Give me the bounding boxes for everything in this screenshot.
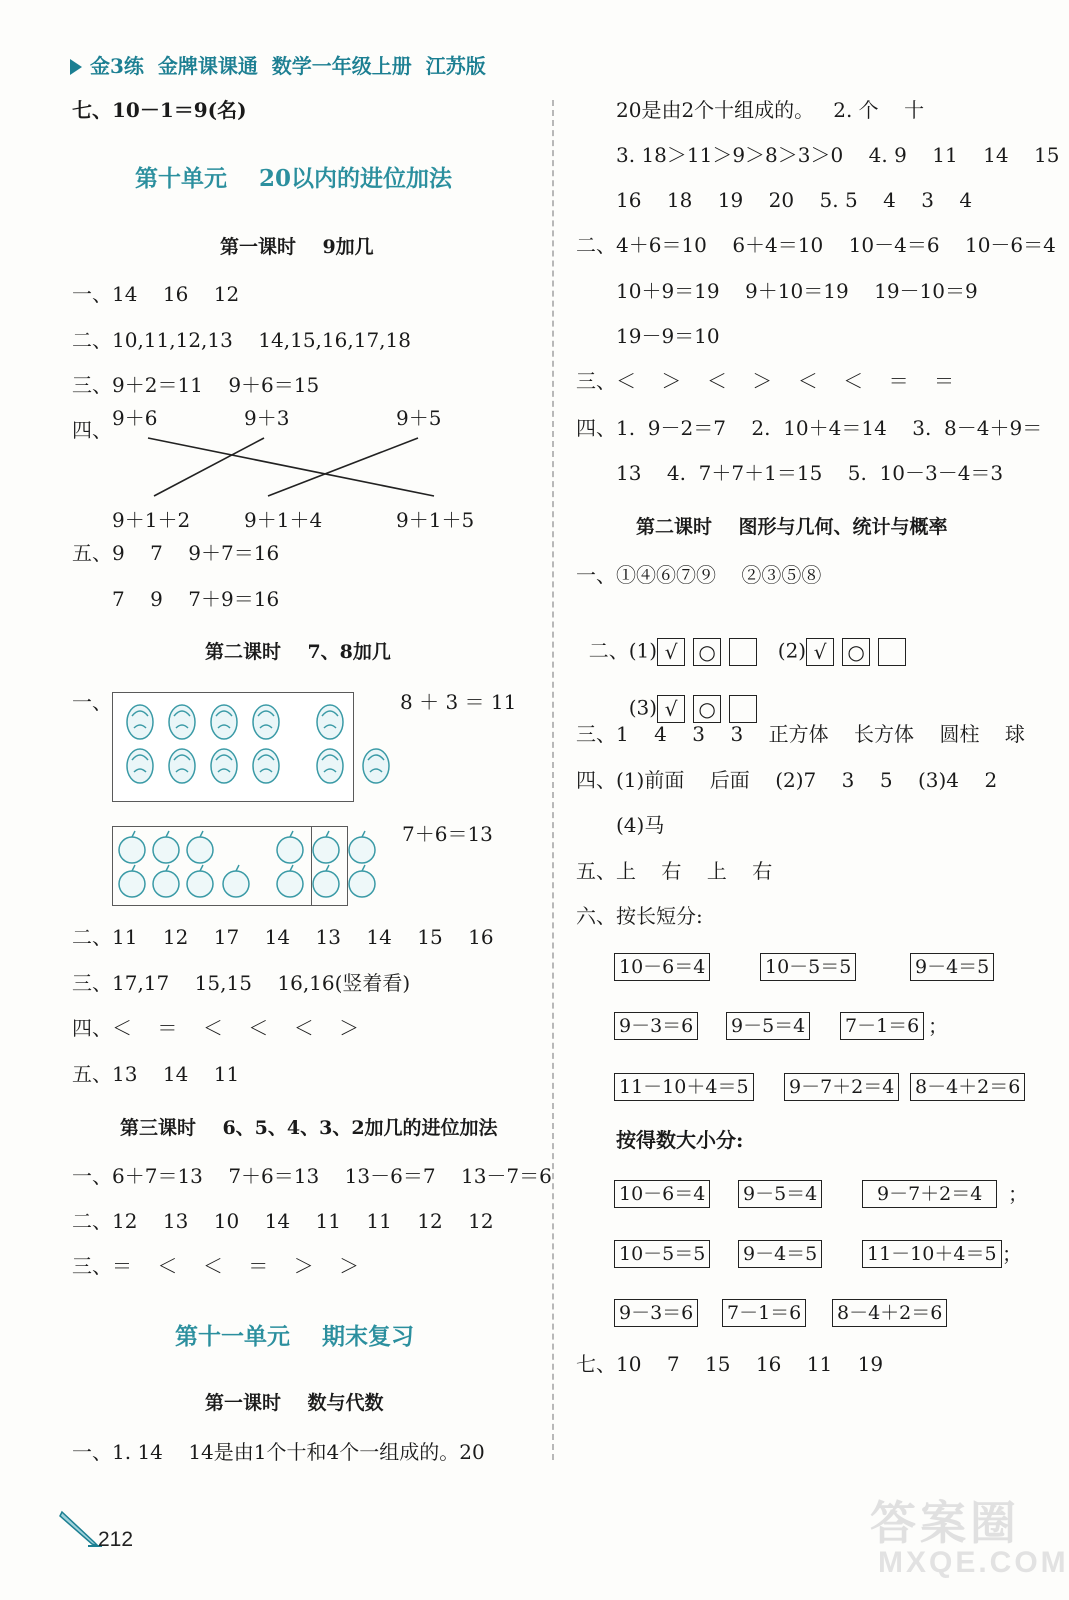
- cabbage-icon: [211, 749, 237, 783]
- geometry-q6: 六、按长短分:: [576, 904, 703, 928]
- lesson3-title: 第三课时 6、5、4、3、2加几的进位加法: [120, 1117, 498, 1139]
- value-box: 9－7＋2＝4: [862, 1180, 997, 1208]
- lesson3-q2: 二、12 13 10 14 11 11 12 12: [72, 1209, 494, 1233]
- right-line-9: 13 4. 7＋7＋1＝15 5. 10－3－4＝3: [616, 461, 1004, 485]
- match-bottom-2: 9＋1＋4: [244, 508, 323, 532]
- apple-icon: [313, 865, 339, 897]
- cabbage-icon: [317, 749, 343, 783]
- value-box: 9－3＝6: [614, 1299, 698, 1327]
- apple-icon: [277, 865, 303, 897]
- lesson3-q3: 三、＝ ＜ ＜ ＝ ＞ ＞: [72, 1254, 360, 1278]
- right-line-8: 四、1. 9－2＝7 2. 10＋4＝14 3. 8－4＋9＝: [576, 416, 1043, 440]
- apple-icon: [187, 865, 213, 897]
- checkbox-checked: √: [657, 638, 685, 666]
- q2-label-3: (3): [628, 695, 658, 720]
- cabbage-icon: [169, 749, 195, 783]
- lesson1-q4-label: 四、: [72, 418, 112, 442]
- checkbox-empty: [729, 695, 757, 723]
- page-number: 212: [98, 1528, 134, 1551]
- value-box: 8－4＋2＝6: [832, 1299, 947, 1327]
- lesson2-q2: 二、11 12 17 14 13 14 15 16: [72, 925, 494, 949]
- value-box: 11－10＋4＝5: [862, 1240, 1002, 1268]
- right-line-3: 16 18 19 20 5. 5 4 3 4: [616, 188, 973, 212]
- watermark-logo: 答案圈: [870, 1497, 1020, 1549]
- lesson4-title: 第一课时 数与代数: [205, 1392, 384, 1414]
- right-line-5: 10＋9＝19 9＋10＝19 19－10＝9: [616, 279, 978, 303]
- geometry-q4b: (4)马: [616, 813, 665, 837]
- geometry-q2-row1: [576, 614, 914, 666]
- checkbox-circle: ○: [842, 638, 870, 666]
- sort-by-value-label: 按得数大小分:: [616, 1128, 744, 1152]
- cabbage-icon: [127, 705, 153, 739]
- cabbage-icon: [317, 705, 343, 739]
- cabbage-icon: [253, 749, 279, 783]
- apple-icon: [119, 865, 145, 897]
- lesson1-q5a: 五、9 7 9＋7＝16: [72, 541, 280, 565]
- match-bottom-3: 9＋1＋5: [396, 508, 475, 532]
- lesson2-eq2: 7＋6＝13: [402, 822, 493, 846]
- length-box: 11－10＋4＝5: [614, 1073, 754, 1101]
- semicolon: ；: [1002, 1242, 1022, 1266]
- match-top-3: 9＋5: [396, 406, 442, 430]
- checkbox-empty: [878, 638, 906, 666]
- unit10-title: 第十单元 20以内的进位加法: [135, 165, 453, 192]
- semicolon: ；: [1008, 1182, 1028, 1206]
- checkbox-circle: ○: [693, 695, 721, 723]
- pencil-icon: [58, 1508, 102, 1548]
- length-box: 8－4＋2＝6: [910, 1073, 1025, 1101]
- right-line-2: 3. 18＞11＞9＞8＞3＞0 4. 9 11 14 15: [616, 143, 1060, 167]
- apple-icon: [277, 831, 303, 863]
- lesson1-q1: 一、14 16 12: [72, 282, 240, 306]
- lesson2-q5: 五、13 14 11: [72, 1062, 240, 1086]
- cabbage-icon: [253, 705, 279, 739]
- apple-icon: [223, 865, 249, 897]
- checkbox-checked: √: [806, 638, 834, 666]
- length-box: 10－5＝5: [760, 953, 856, 981]
- geometry-q5: 五、上 右 上 右: [576, 859, 773, 883]
- lesson2-q3: 三、17,17 15,15 16,16(竖着看): [72, 971, 411, 995]
- lesson3-q1: 一、6＋7＝13 7＋6＝13 13－6＝7 13－7＝6: [72, 1164, 552, 1188]
- apple-icon: [349, 831, 375, 863]
- length-box: 10－6＝4: [614, 953, 710, 981]
- semicolon: ；: [928, 1014, 948, 1038]
- cabbage-icon: [363, 749, 389, 783]
- value-box: 7－1＝6: [722, 1299, 806, 1327]
- lesson2-q1-label: 一、: [72, 690, 112, 714]
- length-box: 7－1＝6: [840, 1012, 924, 1040]
- right-line-6: 19－9＝10: [616, 324, 720, 348]
- q2-label-2: (2): [777, 638, 807, 663]
- right-line-4: 二、4＋6＝10 6＋4＝10 10－4＝6 10－6＝4: [576, 233, 1056, 257]
- watermark-url: MXQE.COM: [878, 1546, 1069, 1579]
- apple-icon: [187, 831, 213, 863]
- match-bottom-1: 9＋1＋2: [112, 508, 191, 532]
- apple-icon: [119, 831, 145, 863]
- apple-illustration: [112, 826, 392, 906]
- match-top-2: 9＋3: [244, 406, 290, 430]
- geometry-q1: 一、①④⑥⑦⑨ ②③⑤⑧: [576, 563, 822, 587]
- value-box: 10－5＝5: [614, 1240, 710, 1268]
- length-box: 9－7＋2＝4: [784, 1073, 899, 1101]
- cabbage-illustration: [112, 692, 402, 800]
- lesson2-q4: 四、＜ ＝ ＜ ＜ ＜ ＞: [72, 1016, 360, 1040]
- length-box: 9－4＝5: [910, 953, 994, 981]
- lesson2-eq1: 8 ＋ 3 ＝ 11: [400, 690, 517, 714]
- lesson4-q1: 一、1. 14 14是由1个十和4个一组成的。20: [72, 1440, 485, 1464]
- right-line-1: 20是由2个十组成的。 2. 个 十: [616, 98, 925, 122]
- checkbox-checked: √: [657, 695, 685, 723]
- length-box: 9－3＝6: [614, 1012, 698, 1040]
- geometry-lesson-title: 第二课时 图形与几何、统计与概率: [636, 516, 948, 538]
- value-box: 9－4＝5: [738, 1240, 822, 1268]
- checkbox-circle: ○: [693, 638, 721, 666]
- lesson1-q5b: 7 9 7＋9＝16: [112, 587, 280, 611]
- header-title: 金3练 金牌课课通 数学一年级上册 江苏版: [90, 54, 486, 78]
- match-top-1: 9＋6: [112, 406, 158, 430]
- geometry-q2-row2: [616, 671, 765, 723]
- value-box: 10－6＝4: [614, 1180, 710, 1208]
- q7-prev: 七、10－1＝9(名): [72, 98, 247, 122]
- apple-icon: [153, 831, 179, 863]
- length-box: 9－5＝4: [726, 1012, 810, 1040]
- apple-icon: [349, 865, 375, 897]
- geometry-q3: 三、1 4 3 3 正方体 长方体 圆柱 球: [576, 722, 1025, 746]
- lesson2-title: 第二课时 7、8加几: [205, 641, 391, 663]
- cabbage-icon: [211, 705, 237, 739]
- cabbage-icon: [127, 749, 153, 783]
- right-line-7: 三、＜ ＞ ＜ ＞ ＜ ＜ ＝ ＝: [576, 369, 955, 393]
- geometry-q7: 七、10 7 15 16 11 19: [576, 1352, 884, 1376]
- lesson1-q2: 二、10,11,12,13 14,15,16,17,18: [72, 328, 411, 352]
- apple-icon: [313, 831, 339, 863]
- value-box: 9－5＝4: [738, 1180, 822, 1208]
- apple-icon: [153, 865, 179, 897]
- cabbage-icon: [169, 705, 195, 739]
- match-line-2: [154, 438, 264, 496]
- geometry-q4: 四、(1)前面 后面 (2)7 3 5 (3)4 2: [576, 768, 998, 792]
- q2-label-1: 二、(1): [588, 638, 658, 663]
- lesson1-q3: 三、9＋2＝11 9＋6＝15: [72, 373, 320, 397]
- lesson1-title: 第一课时 9加几: [220, 236, 374, 258]
- checkbox-empty: [729, 638, 757, 666]
- unit11-title: 第十一单元 期末复习: [175, 1323, 415, 1350]
